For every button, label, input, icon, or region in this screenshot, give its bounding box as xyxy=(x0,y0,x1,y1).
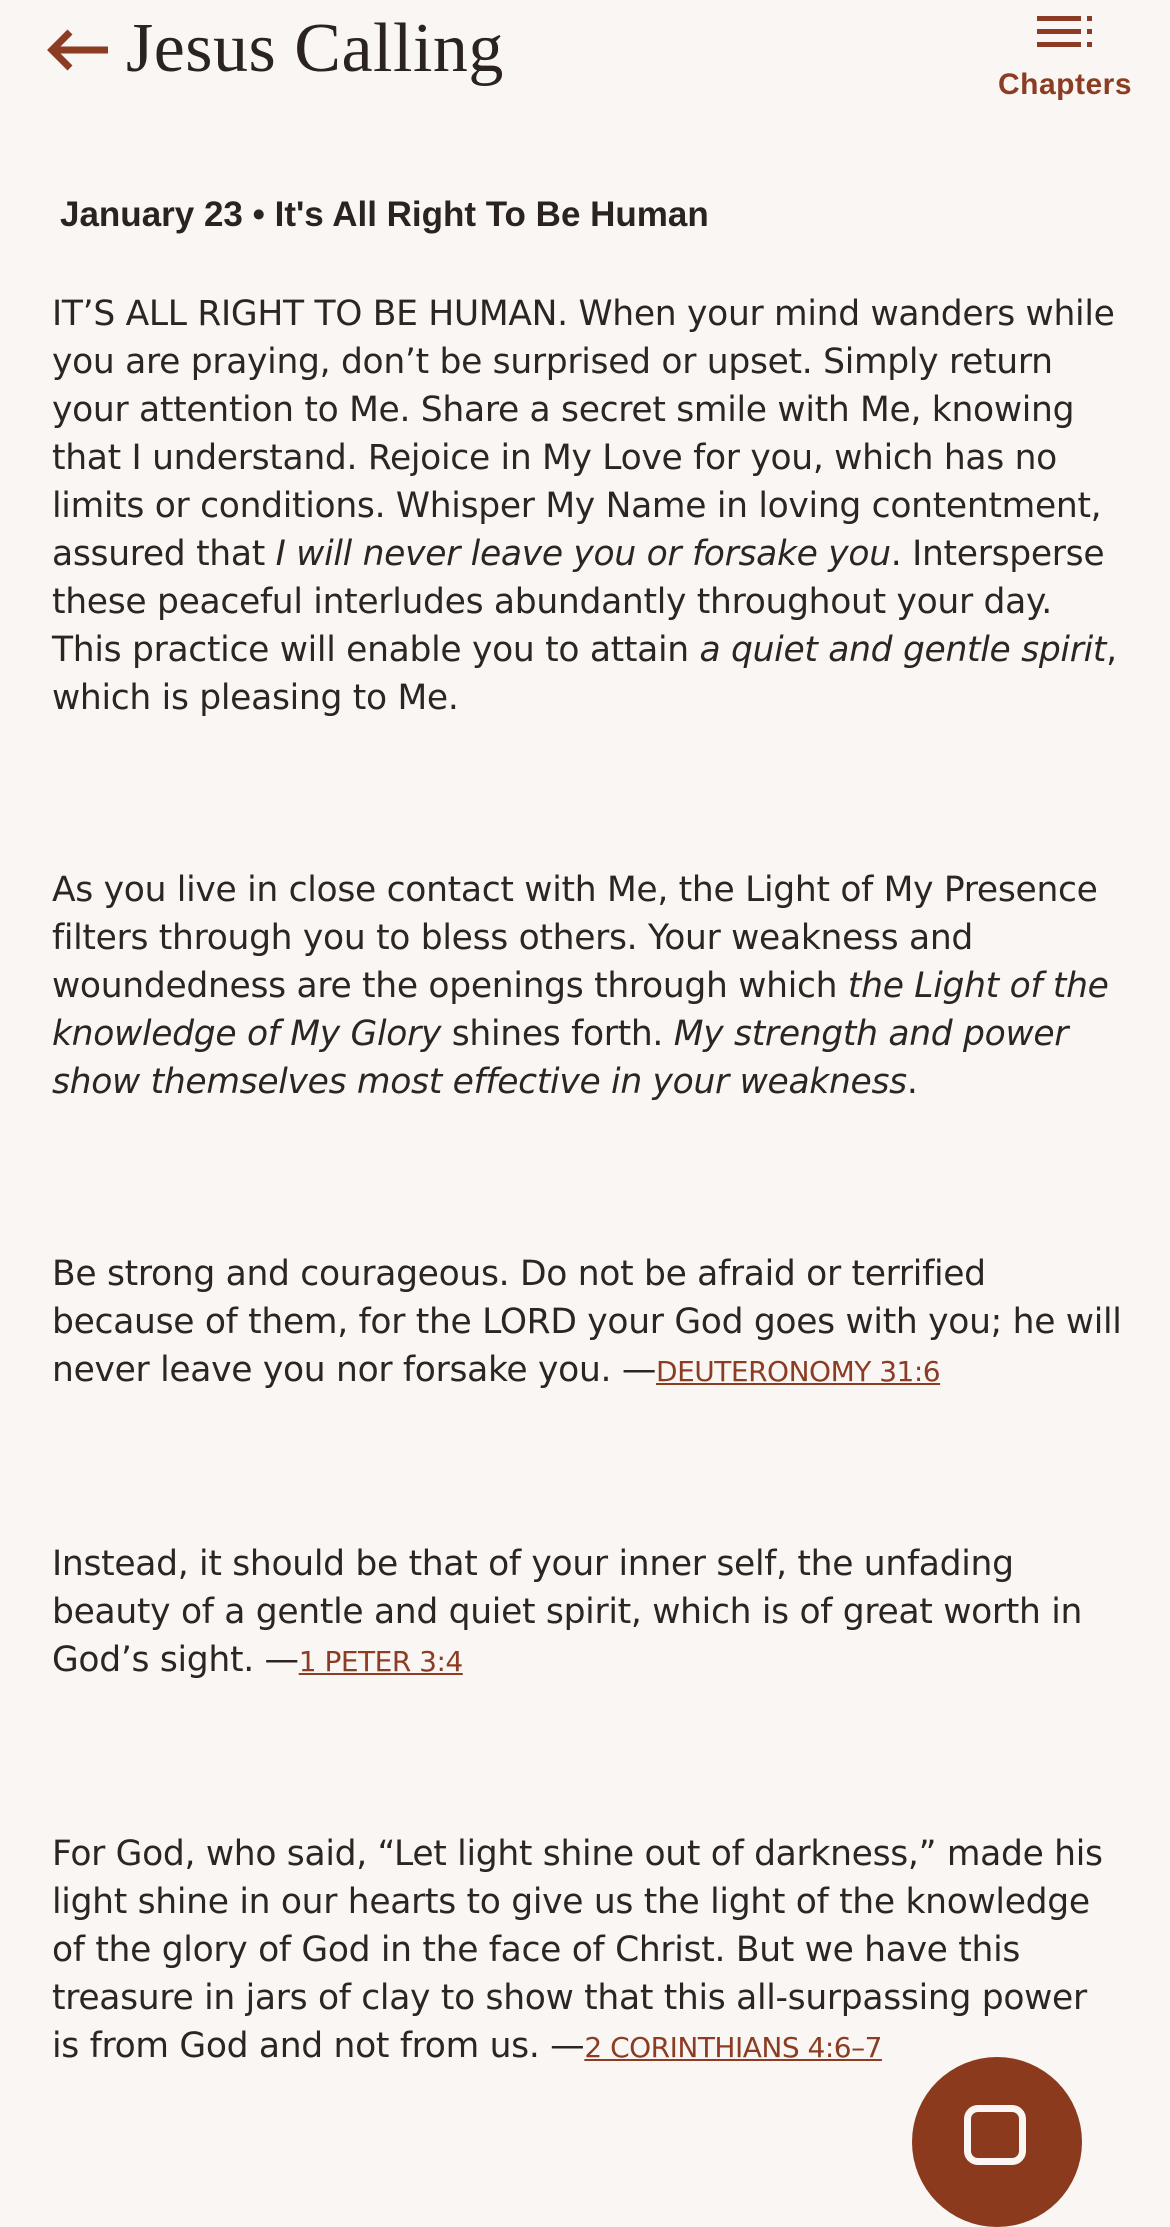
devotional-content xyxy=(52,290,1122,2072)
arrow-left-icon xyxy=(44,22,110,78)
scripture-reference-link[interactable]: DEUTERONOMY 31:6 xyxy=(656,1355,941,1388)
verse-1-peter xyxy=(52,1540,1122,1686)
back-button[interactable] xyxy=(44,22,110,78)
scripture-reference-link[interactable]: 2 CORINTHIANS 4:6–7 xyxy=(584,2031,882,2064)
chapters-button[interactable] xyxy=(990,12,1140,108)
chapters-label: Chapters xyxy=(997,68,1133,101)
italic-quote: I will never leave you or forsake you xyxy=(275,534,891,574)
entry-title: January 23 • It's All Right To Be Human xyxy=(60,195,709,234)
scripture-reference-link[interactable]: 1 PETER 3:4 xyxy=(298,1645,463,1678)
verse-2-corinthians xyxy=(52,1830,1122,2072)
text-span: As you live in close contact with Me, the Light of My Presence filters through you to bless others. Your weakness and woundedness are the openings through which xyxy=(52,870,1098,1006)
devotional-paragraph-2 xyxy=(52,866,1122,1106)
chat-fab-button[interactable] xyxy=(912,2057,1082,2227)
chat-icon xyxy=(964,2105,1026,2165)
text-span: . xyxy=(906,1062,918,1102)
italic-quote: a quiet and gentle spirit xyxy=(699,630,1107,670)
verse-text: For God, who said, “Let light shine out of darkness,” made his light shine in our hearts to give us the light of the knowledge of the glory of God in the face of Christ. But we have this treasure in jars of clay to show that this all-surpassing power is from God and not from us. — xyxy=(52,1834,1103,2066)
text-span: , which is pleasing to Me. xyxy=(52,630,1117,718)
verse-deuteronomy xyxy=(52,1250,1122,1396)
app-title: Jesus Calling xyxy=(126,10,504,87)
list-menu-icon xyxy=(1037,12,1093,52)
text-span: shines forth. xyxy=(441,1014,674,1054)
text-span: IT’S ALL RIGHT TO BE HUMAN. When your mind wanders while you are praying, don’t be surprised or upset. Simply return your attention to Me. Share a secret smile with Me, knowing that I understand. Rejoice in My Love for you, which has no limits or conditions. Whisper My Name in loving contentment, assured that xyxy=(52,294,1115,574)
italic-quote: My strength and power show themselves most effective in your weakness xyxy=(52,1014,1069,1102)
devotional-paragraph-1 xyxy=(52,290,1122,722)
app-header xyxy=(0,0,1170,120)
text-span: . Intersperse these peaceful interludes abundantly throughout your day. This practice will enable you to attain xyxy=(52,534,1105,670)
italic-quote: the Light of the knowledge of My Glory xyxy=(52,966,1109,1054)
verse-text: Instead, it should be that of your inner self, the unfading beauty of a gentle and quiet spirit, which is of great worth in God’s sight. — xyxy=(52,1544,1083,1680)
verse-text: Be strong and courageous. Do not be afraid or terrified because of them, for the LORD your God goes with you; he will never leave you nor forsake you. — xyxy=(52,1254,1122,1390)
